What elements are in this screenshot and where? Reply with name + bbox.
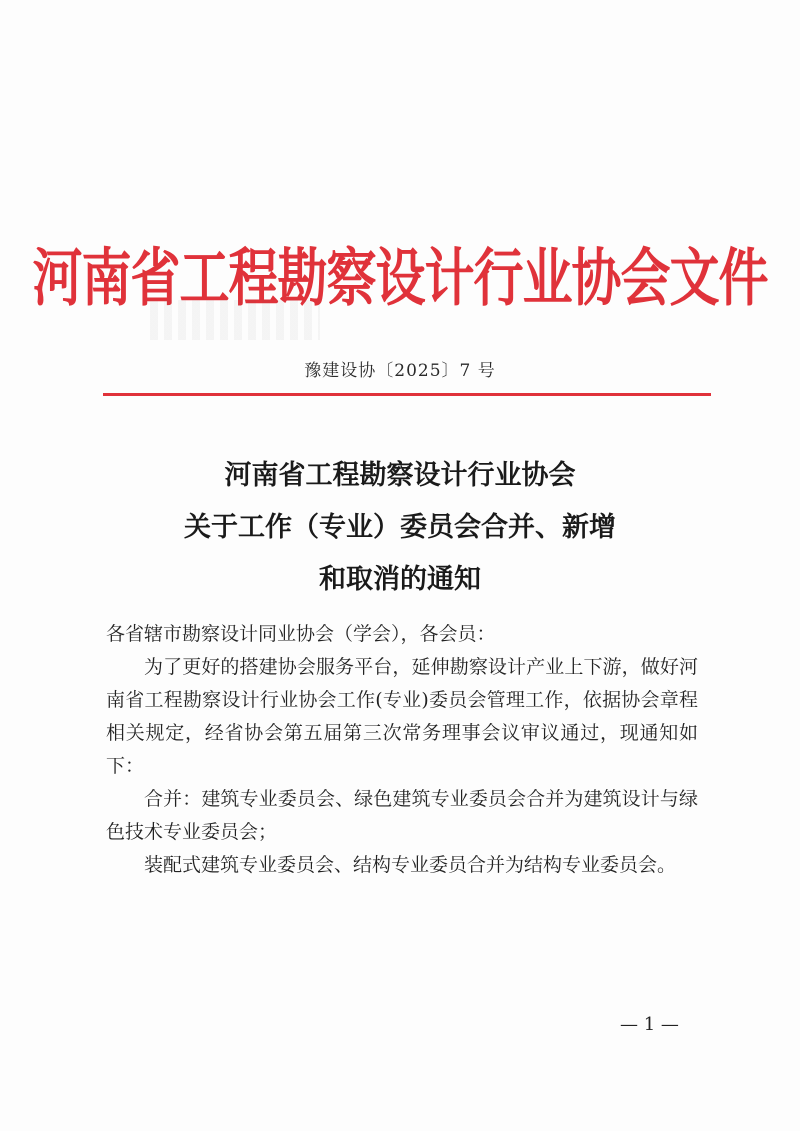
notice-body bbox=[106, 618, 698, 882]
document-header-title: 河南省工程勘察设计行业协会文件 bbox=[32, 240, 768, 315]
body-paragraph-1: 为了更好的搭建协会服务平台，延伸勘察设计产业上下游，做好河南省工程勘察设计行业协会工作(专业)委员会管理工作，依据协会章程相关规定，经省协会第五届第三次常务理事会议审议通过，现通知如下： bbox=[106, 656, 698, 777]
notice-title-line-1: 河南省工程勘察设计行业协会 bbox=[224, 460, 576, 491]
body-paragraph-3: 装配式建筑专业委员会、结构专业委员合并为结构专业委员会。 bbox=[144, 854, 677, 876]
red-divider-line bbox=[103, 393, 711, 396]
notice-title bbox=[0, 450, 800, 606]
notice-title-line-3: 和取消的通知 bbox=[319, 564, 481, 595]
notice-title-line-2: 关于工作（专业）委员会合并、新增 bbox=[184, 512, 616, 543]
faint-bleed-through-mark bbox=[150, 300, 320, 340]
salutation: 各省辖市勘察设计同业协会（学会），各会员： bbox=[106, 623, 496, 645]
document-number: 豫建设协〔2025〕7 号 bbox=[304, 361, 496, 381]
page-number: — 1 — bbox=[620, 1014, 679, 1035]
body-paragraph-2: 合并：建筑专业委员会、绿色建筑专业委员会合并为建筑设计与绿色技术专业委员会； bbox=[106, 788, 698, 843]
